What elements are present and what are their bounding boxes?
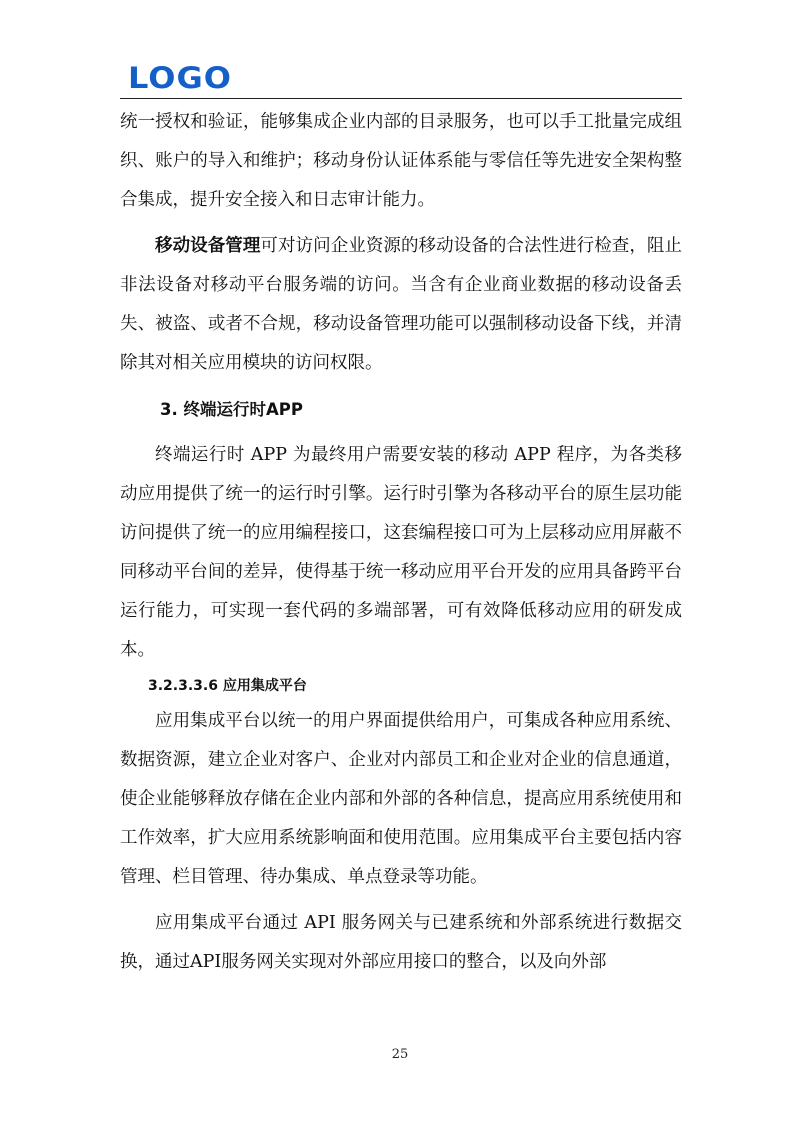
section-heading-3-2-3-3-6: 3.2.3.3.6 应用集成平台 [148, 678, 307, 694]
paragraph-5: 应用集成平台通过 API 服务网关与已建系统和外部系统进行数据交换，通过API服务网关实现对外部应用接口的整合，以及向外部 [120, 913, 682, 972]
paragraph-3: 终端运行时 APP 为最终用户需要安装的移动 APP 程序，为各类移动应用提供了统一的运行时引擎。运行时引擎为各移动平台的原生层功能访问提供了统一的应用编程接口，这套编程接口可为上层移动应用屏蔽不同移动平台间的差异，使得基于统一移动应用平台开发的应用具备跨平台运行能力，可实现一套代码的多端部署，可有效降低移动应用的研发成本。 [120, 445, 682, 660]
paragraph-4: 应用集成平台以统一的用户界面提供给用户，可集成各种应用系统、数据资源，建立企业对客户、企业对内部员工和企业对企业的信息通道，使企业能够释放存储在企业内部和外部的各种信息，提高应用系统使用和工作效率，扩大应用系统影响面和使用范围。应用集成平台主要包括内容管理、栏目管理、待办集成、单点登录等功能。 [120, 711, 682, 887]
term-mobile-device-management: 移动设备管理 [155, 236, 261, 256]
logo: LOGO [128, 60, 232, 96]
page-number: 25 [391, 1047, 409, 1062]
document-body [120, 103, 682, 982]
paragraph-2 [120, 227, 682, 383]
section-heading-3: 3. 终端运行时APP [160, 400, 303, 419]
header-rule [120, 98, 682, 99]
paragraph-1: 统一授权和验证，能够集成企业内部的目录服务，也可以手工批量完成组织、账户的导入和维护；移动身份认证体系能与零信任等先进安全架构整合集成，提升安全接入和日志审计能力。 [120, 112, 682, 210]
paragraph-2-text: 可对访问企业资源的移动设备的合法性进行检查，阻止非法设备对移动平台服务端的访问。当含有企业商业数据的移动设备丢失、被盗、或者不合规，移动设备管理功能可以强制移动设备下线，并清除其对相关应用模块的访问权限。 [120, 236, 683, 373]
